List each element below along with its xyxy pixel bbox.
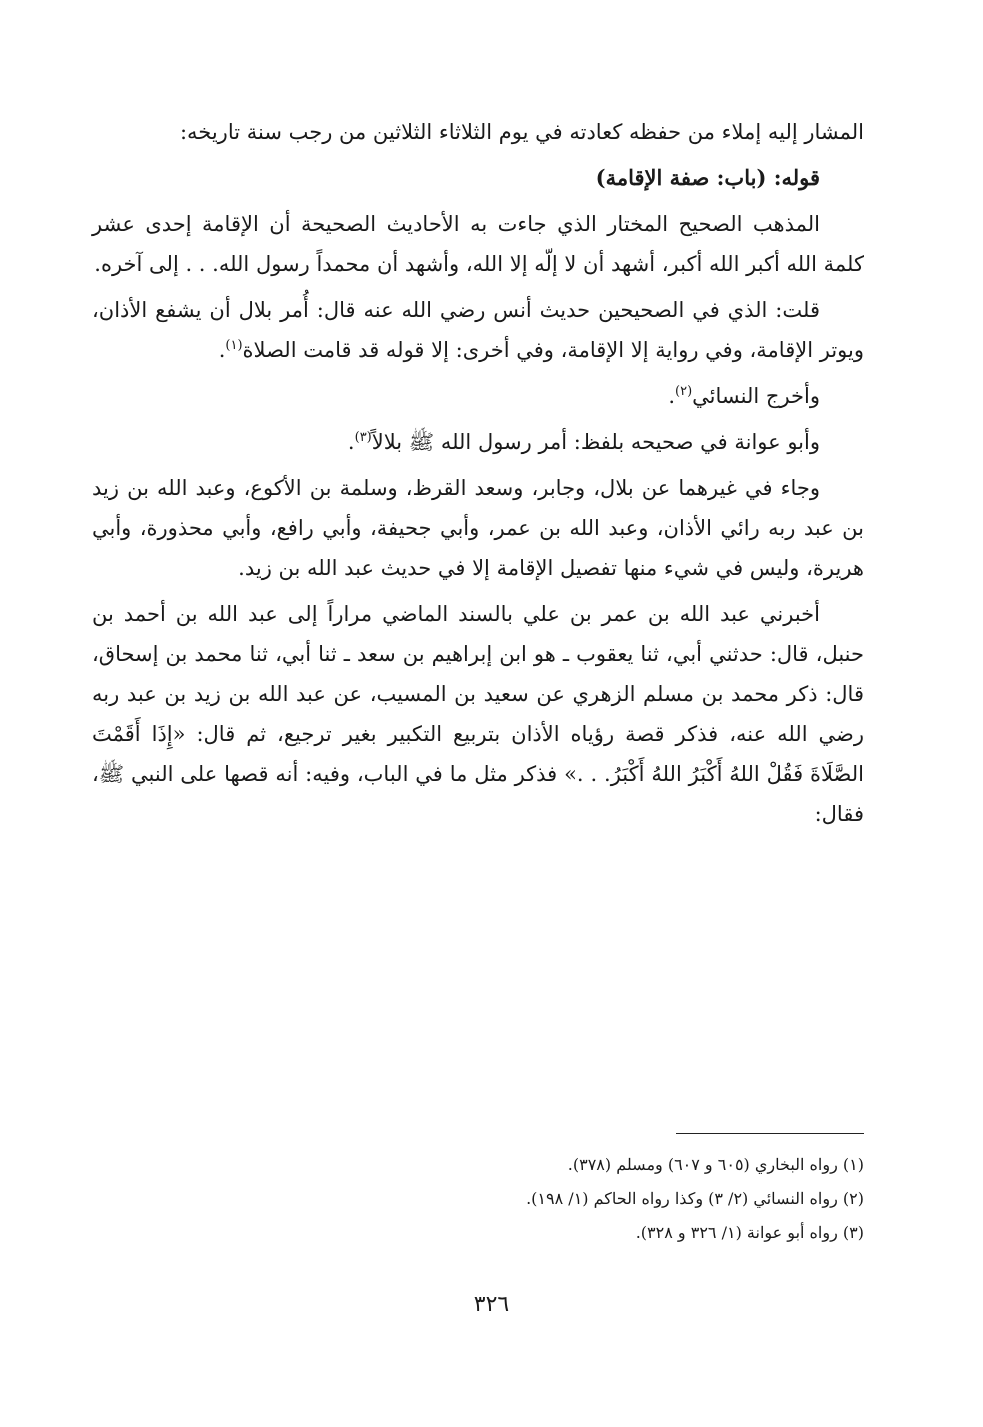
footnote-ref-1[interactable]: (١) bbox=[225, 338, 243, 353]
paragraph-6: أخبرني عبد الله بن عمر بن علي بالسند الماضي مراراً إلى عبد الله بن أحمد بن حنبل، قال: حدثني أبي، ثنا يعقوب ـ هو ابن إبراهيم بن سعد ـ ثنا أبي، ثنا محمد بن إسحاق، قال: ذكر محمد بن مسلم الزهري عن سعيد بن المسيب، عن عبد الله بن زيد بن عبد ربه رضي الله عنه، فذكر قصة رؤياه الأذان بتربيع التكبير بغير ترجيع، ثم قال: «إِذَا أَقَمْتَ الصَّلَاةَ فَقُلْ اللهُ أَكْبَرُ اللهُ أَكْبَرُ. . .» فذكر مثل ما في الباب، وفيه: أنه قصها على النبي ﷺ، فقال: bbox=[92, 602, 864, 826]
continuation-paragraph: المشار إليه إملاء من حفظه كعادته في يوم الثلاثاء الثلاثين من رجب سنة تاريخه: bbox=[179, 120, 864, 144]
footnote-divider bbox=[676, 1133, 864, 1134]
paragraph-5: وجاء في غيرهما عن بلال، وجابر، وسعد القرظ، وسلمة بن الأكوع، وعبد الله بن زيد بن عبد ربه رائي الأذان، وعبد الله بن عمر، وأبي جحيفة، وأبي رافع، وأبي محذورة، وأبي هريرة، وليس في شيء منها تفصيل الإقامة إلا في حديث عبد الله بن زيد. bbox=[92, 476, 864, 580]
page-number: ٣٢٦ bbox=[473, 1292, 510, 1317]
paragraph-3-end: . bbox=[668, 384, 676, 408]
paragraph-2 bbox=[92, 290, 864, 370]
paragraph-4-text: وأبو عوانة في صحيحه بلفظ: أمر رسول الله ﷺ بلالاً bbox=[371, 430, 820, 454]
paragraph-3 bbox=[92, 376, 864, 416]
paragraph-4-end: . bbox=[347, 430, 355, 454]
page-body bbox=[92, 112, 864, 834]
footnote-3: (٣) رواه أبو عوانة (١/ ٣٢٦ و ٣٢٨). bbox=[635, 1223, 864, 1242]
footnote-ref-2[interactable]: (٢) bbox=[675, 384, 693, 399]
paragraph-2-end: . bbox=[218, 338, 226, 362]
paragraph-3-text: وأخرج النسائي bbox=[692, 384, 820, 408]
footnote-2: (٢) رواه النسائي (٢/ ٣) وكذا رواه الحاكم (١/ ١٩٨). bbox=[526, 1189, 864, 1208]
paragraph-1: المذهب الصحيح المختار الذي جاءت به الأحاديث الصحيحة أن الإقامة إحدى عشر كلمة الله أكبر الله أكبر، أشهد أن لا إلّه إلا الله، وأشهد أن محمداً رسول الله. . . إلى آخره. bbox=[92, 212, 864, 276]
paragraph-4 bbox=[92, 422, 864, 462]
footnote-1: (١) رواه البخاري (٦٠٥ و ٦٠٧) ومسلم (٣٧٨). bbox=[567, 1155, 864, 1174]
paragraph-2-text: قلت: الذي في الصحيحين حديث أنس رضي الله عنه قال: أُمر بلال أن يشفع الأذان، ويوتر الإقامة، وفي رواية إلا الإقامة، وفي أخرى: إلا قوله قد قامت الصلاة bbox=[92, 298, 864, 362]
section-heading: قوله: (باب: صفة الإقامة) bbox=[595, 165, 820, 190]
footnote-ref-3[interactable]: (٣) bbox=[354, 430, 372, 445]
footnotes bbox=[164, 1148, 864, 1250]
